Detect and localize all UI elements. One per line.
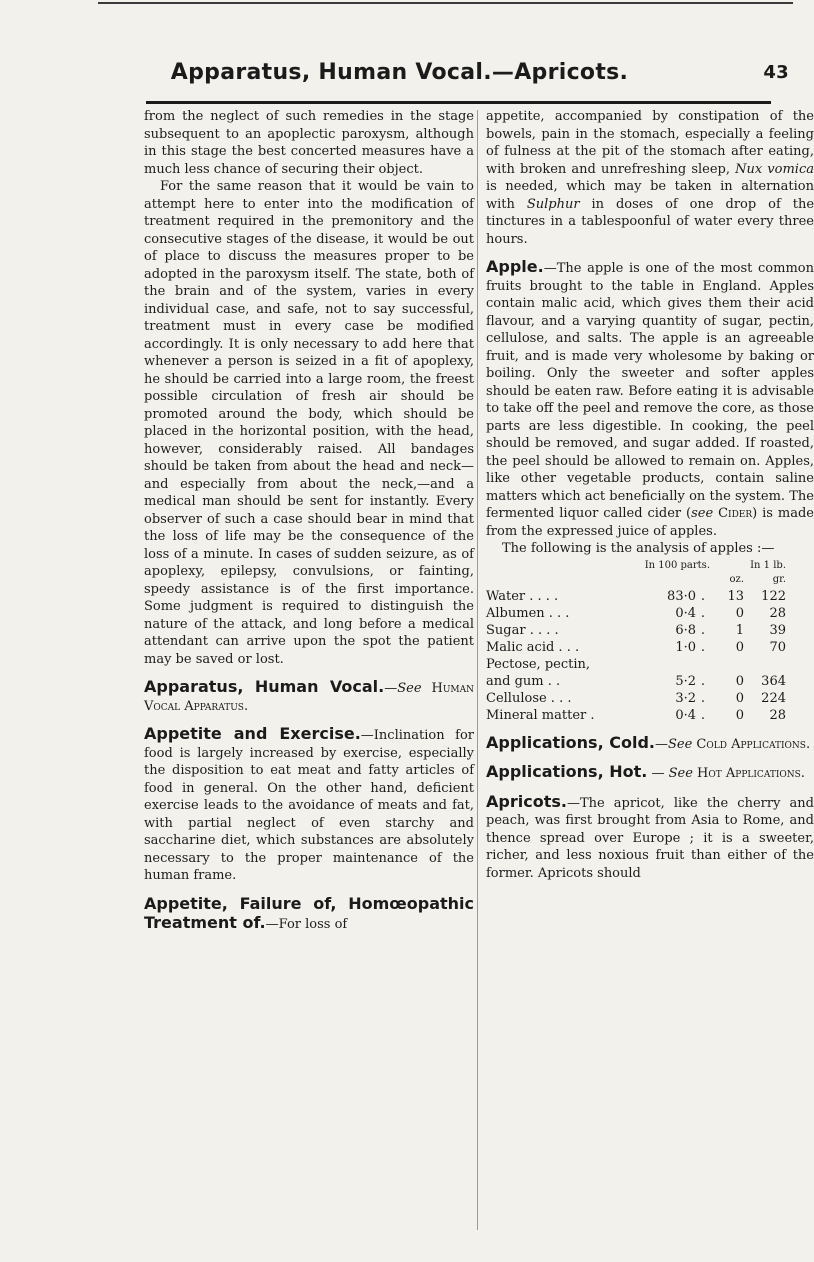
entry-headword: Applications, Cold. [486,732,655,752]
value-oz: 0 [735,707,744,723]
header-rule [146,101,771,104]
entry-appetite-and-exercise [144,725,474,885]
running-header [10,60,789,85]
table-row [486,673,786,690]
value-oz: 13 [727,588,744,604]
entry-applications-hot: Applications, Hot. — See Hot Applications. [486,762,805,781]
value-gr: 28 [769,605,786,621]
leader-dot: . [700,639,706,655]
value-parts [629,656,696,673]
value-gr [744,656,786,673]
value-parts: 5·2 [675,673,696,689]
table-row [486,639,786,656]
leader-dot: . [700,690,706,706]
table-row [486,656,786,673]
entry-headword: Apparatus, Human Vocal. [144,677,385,696]
paragraph: from the neglect of such remedies in the stage subsequent to an apoplectic paroxysm, although in this stage the best concerted measures have a much less chance of securing their object. [144,109,474,177]
leader-dot: . [700,588,706,604]
constituent-name: Albumen . . . [486,605,570,621]
column-header: In 1 lb. [750,559,786,571]
column-divider [477,110,478,1230]
table-row [486,605,786,622]
cross-reference: Cider [718,506,753,521]
entry-text: —The apricot, like the cherry and peach, was first brought from Asia to Rome, and thence spread over Europe ; it is a sweeter, richer, and less noxious fruit than either of the former. Apricots should [486,795,814,881]
entry-apricots [486,793,814,883]
top-edge-line [98,2,793,4]
analysis-intro: The following is the analysis of apples :— [502,541,775,556]
header-title: Apparatus, Human Vocal.—Apricots. [170,60,629,85]
value-parts: 6·8 [675,622,696,638]
value-parts: 1·0 [675,639,696,655]
leader-dot: . [700,622,706,638]
value-oz [710,656,744,673]
entry-apple: Apple.—The apple is one of the most common fruits brought to the table in England. Apples contain malic acid, which gives them their acid flavour, and a varying quantity of sugar, pectin, cellulose, and salts. The apple is an agreeable fruit, and is made very wholesome by baking or boiling. Only the sweeter and softer apples should be eaten raw. Before eating it is advisable to take off the peel and remove the core, as those parts are less digestible. In cooking, the peel should be removed, and sugar added. If roasted, the peel should be allowed to remain on. Apples, like other vegetable products, contain saline matters which act beneficially on the system. The fermented liquor called cider (see Cider) is made from the expressed juice of apples. [486,257,814,539]
cross-reference: Cold Applications. [696,736,811,752]
table-row [486,690,786,707]
entry-headword: Appetite, Failure of, Homœopathic Treatment of. [144,893,474,932]
remedy-name: Sulphur [526,196,580,212]
value-parts: 0·4 [675,605,696,621]
value-gr: 39 [769,622,786,638]
value-oz: 0 [735,639,744,655]
value-oz: 0 [735,673,744,689]
page-number: 43 [763,62,789,83]
right-column [486,108,814,882]
value-gr: 122 [761,588,786,604]
paragraph: appetite, accompanied by constipation of the bowels, pain in the stomach, especially a feeling of fulness at the pit of the stomach after eating, with broken and unrefreshing sleep, Nux vomica is needed, which may be taken in alternation with Sulphur in doses of one drop of the tinctures in a tablespoonful of water every three hours. [486,109,814,247]
leader-dot: . [700,707,706,723]
entry-applications-cold: Applications, Cold.—See Cold Applications. [486,732,811,752]
entry-headword: Apricots. [486,791,567,811]
leader-dot: . [700,673,706,689]
constituent-name: Malic acid . . . [486,639,580,655]
paragraph: For the same reason that it would be vain to attempt here to enter into the modification of treatment required in the premonitory and the consecutive stages of the disease, it would be out of place to discuss the measures proper to be adopted in the paroxysm itself. The state, both of the brain and of the system, varies in every individual case, and safe, not to say successful, treatment must in every case be modified accordingly. It is only necessary to add here that whenever a person is seized in a fit of apoplexy, he should be carried into a large room, the freest possible circulation of fresh air should be promoted around the body, which should be placed in the horizontal position, with the head, however, considerably raised. All bandages should be taken from about the head and neck—and especially from about the neck,—and a medical man should be sent for instantly. Every observer of such a case should bear in mind that the loss of life may be the consequence of the loss of a minute. In cases of sudden seizure, as of apoplexy, epilepsy, convulsions, or fainting, speedy assistance is of the first importance. Some judgment is required to distinguish the nature of the attack, and long before a medical attendant can arrive upon the spot the patient may be saved or lost. [144,179,474,667]
value-gr: 364 [761,673,786,689]
value-oz: 0 [735,690,744,706]
unit-label: gr. [772,573,786,585]
constituent-name: Cellulose . . . [486,690,572,706]
constituent-name: Water . . . . [486,588,559,604]
apple-analysis-table [486,560,786,724]
leader-dot: . [700,605,706,621]
value-parts: 3·2 [675,690,696,706]
value-parts: 83·0 [667,588,696,604]
value-oz: 1 [735,622,744,638]
cross-reference: Human Vocal Apparatus. [144,681,474,714]
constituent-name: Mineral matter . [486,707,595,723]
constituent-name: and gum . . [486,673,561,689]
constituent-name: Pectose, pectin, [486,656,590,672]
entry-headword: Applications, Hot. [486,762,648,781]
leader-dot [696,656,710,673]
entry-text: —Inclination for food is largely increased by exercise, especially the disposition to eat meat and fatty articles of food in general. On the other hand, deficient exercise leads to the avoidance of meats and fat, with partial neglect of even starchy and saccharine diet, which substances are absolutely necessary to the proper maintenance of the human frame. [144,728,475,883]
table-row [486,622,786,639]
remedy-name: Nux vomica [735,161,814,177]
unit-label: oz. [729,573,744,585]
entry-headword: Apple. [486,257,544,276]
column-header: In 100 parts. [644,559,710,571]
left-column [144,108,474,934]
value-gr: 28 [769,707,786,723]
entry-text: —For loss of [265,917,348,932]
cross-reference: Hot Applications. [697,766,805,781]
entry-appetite-failure [144,895,474,934]
table-row [486,707,786,724]
value-gr: 70 [769,639,786,655]
entry-headword: Appetite and Exercise. [144,724,361,743]
value-gr: 224 [761,690,786,706]
table-row [486,588,786,605]
value-parts: 0·4 [675,707,696,723]
entry-apparatus-human-vocal: Apparatus, Human Vocal.—See Human Vocal Apparatus. [144,677,474,714]
value-oz: 0 [735,605,744,621]
constituent-name: Sugar . . . . [486,622,559,638]
